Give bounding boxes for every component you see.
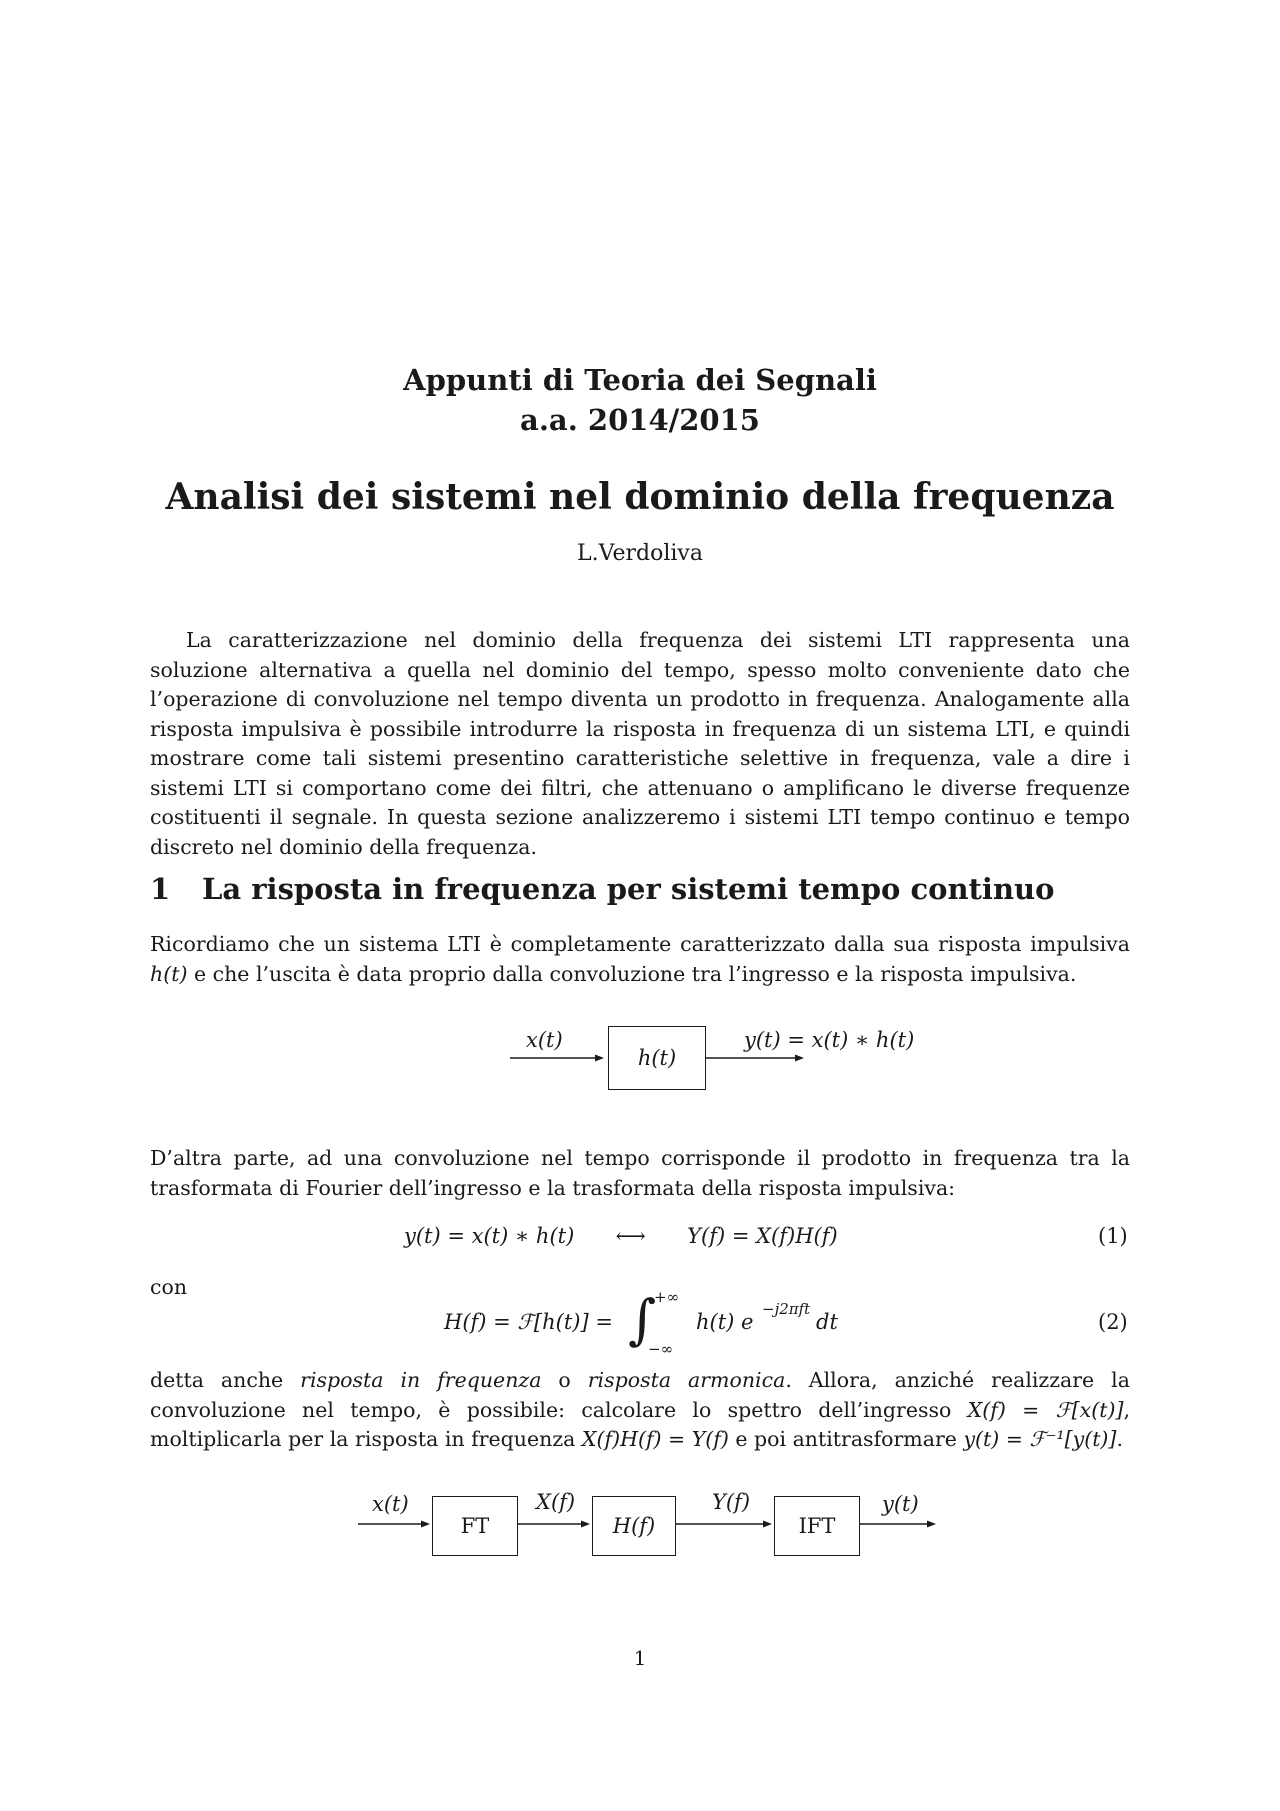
p3-g: , moltiplicarla per la risposta in frequenza: [150, 1397, 1131, 1451]
paper-title: Analisi dei sistemi nel dominio della frequenza: [165, 476, 1115, 518]
p3-d: risposta armonica: [587, 1368, 786, 1392]
eq2-integrand: h(t) e: [696, 1310, 754, 1334]
section-heading: [150, 872, 1054, 906]
ift-block: IFT: [774, 1496, 860, 1556]
pipeline-y-f-label: Y(f): [712, 1490, 751, 1514]
author: L.Verdoliva: [577, 541, 703, 566]
integral-sign: ∫: [628, 1288, 657, 1351]
p3-k: .: [1116, 1427, 1123, 1451]
diagram1-system-block: h(t): [608, 1026, 706, 1090]
p3-i: e poi antitrasformare: [735, 1427, 957, 1451]
system-diagram-arrows: [500, 1012, 940, 1102]
h-f-block: H(f): [592, 1496, 676, 1556]
diagram1-input-label: x(t): [526, 1028, 563, 1052]
section-title: La risposta in frequenza per sistemi tempo continuo: [202, 872, 1055, 906]
p3-c: o: [558, 1368, 571, 1392]
con-word: con: [150, 1275, 188, 1299]
eq1-left: y(t) = x(t) ∗ h(t): [404, 1224, 575, 1248]
abstract: [150, 626, 1130, 862]
eq2-lower-limit: −∞: [648, 1340, 674, 1358]
ft-block: FT: [432, 1496, 518, 1556]
page-number: 1: [633, 1646, 647, 1670]
eq2-upper-limit: +∞: [654, 1288, 680, 1306]
pipeline-output-label: y(t): [882, 1492, 919, 1516]
eq2-number: (2): [1098, 1310, 1128, 1334]
course-title: Appunti di Teoria dei Segnali: [403, 363, 877, 397]
equation-1: [404, 1224, 838, 1248]
paragraph-3: [150, 1366, 1130, 1455]
p3-b: risposta in frequenza: [300, 1368, 542, 1392]
paragraph-1-text2: e che l’uscita è data proprio dalla convoluzione tra l’ingresso e la risposta impulsiva.: [193, 961, 1077, 986]
paragraph-1: [150, 930, 1130, 989]
diagram1-output-label: y(t) = x(t) ∗ h(t): [744, 1028, 915, 1052]
abstract-text: La caratterizzazione nel dominio della frequenza dei sistemi LTI rappresenta una soluzione alternativa a quella nel dominio del tempo, spesso molto conveniente dato che l’operazione di convoluzione nel tempo diventa un prodotto in frequenza. Analogamente alla risposta impulsiva è possibile introdurre la risposta in frequenza di un sistema LTI, e quindi mostrare come tali sistemi presentino caratteristiche selettive in frequenza, vale a dire i sistemi LTI si comportano come dei filtri, che attenuano o amplificano le diverse frequenze costituenti il segnale. In questa sezione analizzeremo i sistemi LTI tempo continuo e tempo discreto nel dominio della frequenza.: [150, 628, 1130, 859]
fourier-pipeline-diagram: [350, 1484, 950, 1564]
eq1-arrow: ⟷: [615, 1224, 646, 1248]
pipeline-input-label: x(t): [372, 1492, 409, 1516]
p3-f: X(f) = ℱ[x(t)]: [967, 1397, 1124, 1422]
eq1-number: (1): [1098, 1224, 1128, 1248]
p3-a: detta anche: [150, 1368, 284, 1392]
paragraph-1-math: h(t): [150, 961, 188, 986]
pipeline-x-f-label: X(f): [536, 1490, 576, 1514]
p3-e: . Allora, anziché realizzare la convoluzione nel tempo, è possibile: calcolare lo spettro dell’ingresso: [150, 1368, 1130, 1422]
system-diagram: [500, 1012, 940, 1102]
p3-h: X(f)H(f) = Y(f): [581, 1427, 729, 1451]
eq2-lhs: H(f) = ℱ[h(t)] =: [444, 1310, 613, 1334]
section-number: 1: [150, 872, 171, 906]
paragraph-2: D’altra parte, ad una convoluzione nel tempo corrisponde il prodotto in frequenza tra la trasformata di Fourier dell’ingresso e la trasformata della risposta impulsiva:: [150, 1146, 1130, 1200]
academic-year: a.a. 2014/2015: [520, 403, 760, 437]
paragraph-1-text: Ricordiamo che un sistema LTI è completamente caratterizzato dalla sua risposta impulsiva: [150, 932, 1130, 956]
p3-j: y(t) = ℱ⁻¹[y(t)]: [963, 1427, 1117, 1451]
eq2-dt: dt: [816, 1310, 838, 1334]
eq2-exponent: −j2πft: [762, 1300, 811, 1318]
eq1-right: Y(f) = X(f)H(f): [687, 1224, 838, 1248]
